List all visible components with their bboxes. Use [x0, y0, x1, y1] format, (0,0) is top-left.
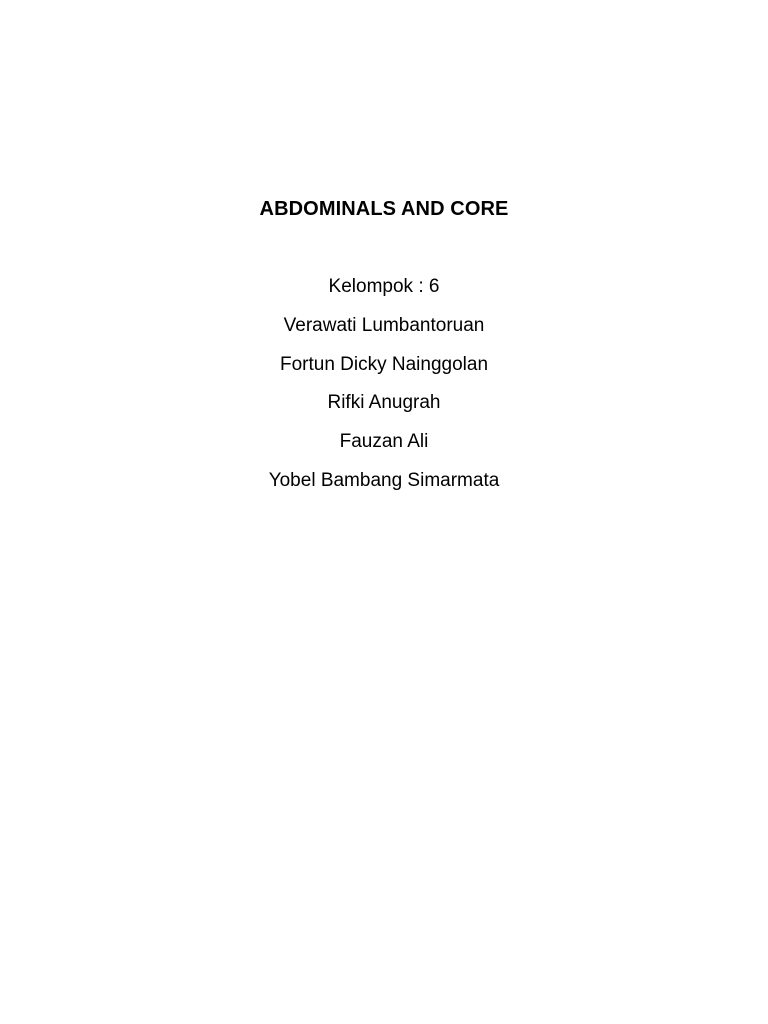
- member-list: [0, 314, 768, 507]
- member-name: Yobel Bambang Simarmata: [268, 469, 500, 491]
- member-name: Rifki Anugrah: [327, 392, 441, 414]
- group-label: Kelompok : 6: [328, 276, 440, 297]
- member-name: Fortun Dicky Nainggolan: [279, 353, 489, 375]
- member-name: Fauzan Ali: [339, 431, 429, 453]
- document-title: ABDOMINALS AND CORE: [259, 198, 509, 220]
- member-name: Verawati Lumbantoruan: [283, 315, 485, 336]
